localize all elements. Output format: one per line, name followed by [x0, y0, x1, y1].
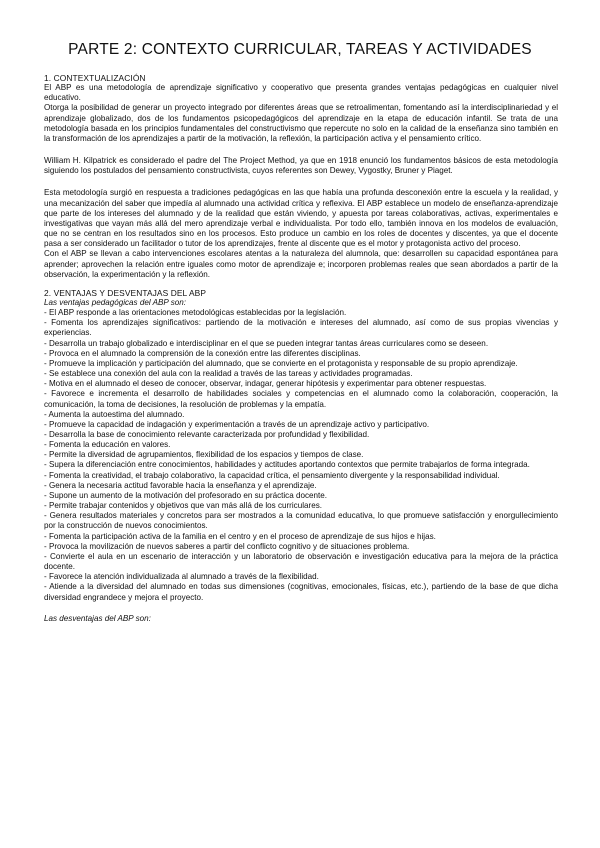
section-heading-ventajas: 2. VENTAJAS Y DESVENTAJAS DEL ABP [44, 287, 207, 298]
page-title: PARTE 2: CONTEXTO CURRICULAR, TAREAS Y ACTIVIDADES [68, 41, 532, 58]
advantages-intro: Las ventajas pedagógicas del ABP son: [44, 297, 187, 307]
list-item: - Motiva en el alumnado el deseo de conocer, observar, indagar, generar hipótesis y experimentar para obtener respuestas. [44, 379, 487, 389]
list-item: - Fomenta la educación en valores. [44, 440, 171, 450]
list-item: - Promueve la capacidad de indagación y experimentación a través de un aprendizaje activo y participativo. [44, 419, 430, 429]
paragraph: El ABP es una metodología de aprendizaje significativo y cooperativo que presenta grandes ventajas pedagógicas en cualquier nivel educativo. [44, 83, 558, 103]
list-item: - Supone un aumento de la motivación del profesorado en su práctica docente. [44, 490, 328, 500]
list-item: - Fomenta los aprendizajes significativos: partiendo de la motivación e intereses del alumnado, así como de sus propias vivencias y experiencias. [44, 318, 558, 338]
list-item: - El ABP responde a las orientaciones metodológicas establecidas por la legislación. [44, 308, 347, 318]
paragraph: Otorga la posibilidad de generar un proyecto integrado por diferentes áreas que se retroalimentan, fomentando así la interdisciplinariedad y el aprendizaje globalizado, dos de los fundamentos psicopedagógicos del aprendizaje en la etapa de educación infantil. Se trata de una metodología basada en los principios fundamentales del constructivismo que repercute no solo en la calidad de la enseñanza sino también en la transformación de los aprendizajes a partir de la motivación, la reflexión, la participación activa y el pensamiento crítico. [44, 103, 558, 143]
paragraph: Con el ABP se llevan a cabo intervenciones escolares atentas a la naturaleza del alumnola, que: desarrollen su capacidad espontánea para aprender; aprovechen la relación entre iguales como motor de aprendizaje e; incorporen problemas reales que sean abordados a partir de la observación, la experimentación y la reflexión. [44, 249, 558, 279]
list-item: - Aumenta la autoestima del alumnado. [44, 409, 185, 419]
list-item: - Desarrolla la base de conocimiento relevante caracterizada por profundidad y flexibilidad. [44, 430, 370, 439]
list-item: - Supera la diferenciación entre conocimientos, habilidades y actitudes aportando contextos que permite trabajarlos de forma integrada. [44, 460, 530, 470]
list-item: - Permite trabajar contenidos y objetivos que van más allá de los curriculares. [44, 501, 323, 511]
list-item: - Fomenta la participación activa de la familia en el centro y en el proceso de aprendizaje de sus hijos e hijas. [44, 531, 436, 541]
paragraph: Esta metodología surgió en respuesta a tradiciones pedagógicas en las que había una profunda desconexión entre la escuela y la realidad, y una mecanización del saber que impedía al alumnado una actividad crítica y reflexiva. El ABP establece un modelo de enseñanza-aprendizaje que parte de los intereses del alumnado y de la realidad que están viviendo, y apuesta por tareas colaborativas, activas, experimentales e investigativas que vayan más allá del mero aprendizaje verbal e individualista. Por todo ello, también innova en los modelos de evaluación, que no se centran en los resultados sino en los procesos. Esto produce un cambio en los roles de docentes y discentes, ya que el docente pasa a ser considerado un facilitador o tutor de los aprendizajes, frente al discente que es el motor y protagonista activo del proceso. [44, 188, 558, 249]
list-item: - Provoca la movilización de nuevos saberes a partir del conflicto cognitivo y de situaciones problema. [44, 541, 410, 551]
advantages-list [44, 308, 558, 603]
list-item: - Provoca en el alumnado la comprensión de la conexión entre las diferentes disciplinas. [44, 348, 361, 358]
list-item: - Promueve la implicación y participación del alumnado, que se convierte en el protagonista y responsable de su propio aprendizaje. [44, 358, 518, 368]
list-item: - Convierte el aula en un escenario de interacción y un laboratorio de observación e investigación educativa para la mejora de la práctica docente. [44, 551, 558, 572]
list-item: - Favorece la atención individualizada al alumnado a través de la flexibilidad. [44, 572, 319, 582]
list-item: - Genera la necesaria actitud favorable hacia la enseñanza y el aprendizaje. [44, 480, 317, 490]
list-item: - Desarrolla un trabajo globalizado e interdisciplinar en el que se pueden integrar tantas áreas curriculares como se deseen. [44, 338, 489, 348]
list-item: - Fomenta la creatividad, el trabajo colaborativo, la capacidad crítica, el pensamiento divergente y la responsabilidad individual. [44, 470, 500, 480]
paragraph: William H. Kilpatrick es considerado el padre del The Project Method, ya que en 1918 enunció los fundamentos básicos de esta metodología siguiendo los postulados del pensamiento constructivista, cuyos referentes son Dewey, Vygostky, Bruner y Piaget. [44, 156, 558, 176]
section-heading-contextualizacion: 1. CONTEXTUALIZACIÓN [44, 73, 146, 83]
document-body [44, 73, 558, 624]
list-item: - Atiende a la diversidad del alumnado en todas sus dimensiones (cognitivas, emocionales, físicas, etc.), partiendo de la base de que dicha diversidad engrandece y mejora el proyecto. [44, 582, 558, 602]
list-item: - Se establece una conexión del aula con la realidad a través de las tareas y actividades programadas. [44, 369, 413, 379]
list-item: - Favorece e incrementa el desarrollo de habilidades sociales y competencias en el alumnado como la colaboración, cooperación, la comunicación, la toma de decisiones, la resolución de problemas y la empatía. [44, 389, 558, 409]
disadvantages-intro: Las desventajas del ABP son: [44, 613, 151, 623]
list-item: - Permite la diversidad de agrupamientos, flexibilidad de los espacios y tiempos de clase. [44, 450, 364, 460]
list-item: - Genera resultados materiales y concretos para ser mostrados a la comunidad educativa, lo que promueve satisfacción y enorgullecimiento por la construcción de nuevos conocimientos. [44, 511, 558, 531]
